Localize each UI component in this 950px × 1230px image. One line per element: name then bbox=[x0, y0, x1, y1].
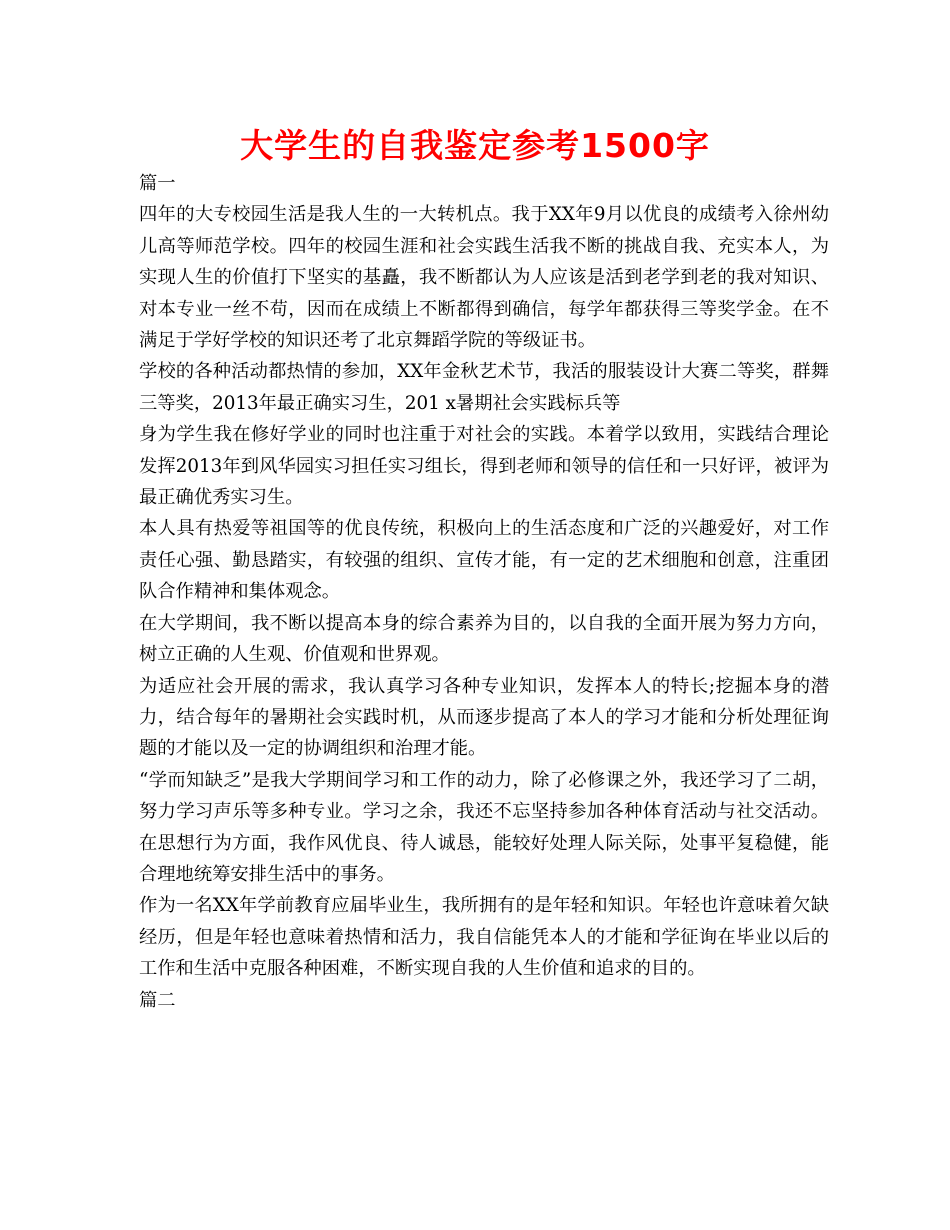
paragraph: 本人具有热爱等祖国等的优良传统，积极向上的生活态度和广泛的兴趣爱好，对工作责任心强、勤恳踏实，有较强的组织、宣传才能，有一定的艺术细胞和创意，注重团队合作精神和集体观念。 bbox=[139, 518, 829, 603]
section-heading-2: 篇二 bbox=[139, 989, 176, 1011]
paragraph: 在大学期间，我不断以提高本身的综合素养为目的，以自我的全面开展为努力方向，树立正确的人生观、价值观和世界观。 bbox=[139, 612, 829, 666]
paragraph: 学校的各种活动都热情的参加，XX年金秋艺术节，我活的服装设计大赛二等奖，群舞三等奖，2013年最正确实习生，201 x暑期社会实践标兵等 bbox=[139, 361, 829, 414]
document-title: 大学生的自我鉴定参考1500字 bbox=[240, 126, 710, 165]
paragraph: 身为学生我在修好学业的同时也注重于对社会的实践。本着学以致用，实践结合理论发挥2013年到风华园实习担任实习组长，得到老师和领导的信任和一只好评，被评为最正确优秀实习生。 bbox=[139, 424, 829, 509]
paragraph: 为适应社会开展的需求，我认真学习各种专业知识，发挥本人的特长;挖掘本身的潜力，结合每年的暑期社会实践时机，从而逐步提高了本人的学习才能和分析处理征询题的才能以及一定的协调组织和治理才能。 bbox=[139, 675, 829, 760]
document-body bbox=[139, 168, 829, 1016]
section-heading-1: 篇一 bbox=[139, 173, 176, 194]
paragraph: 作为一名XX年学前教育应届毕业生，我所拥有的是年轻和知识。年轻也许意味着欠缺经历，但是年轻也意味着热情和活力，我自信能凭本人的才能和学征询在毕业以后的工作和生活中克服各种困难，不断实现自我的人生价值和追求的目的。 bbox=[139, 895, 829, 980]
paragraph: “学而知缺乏”是我大学期间学习和工作的动力，除了必修课之外，我还学习了二胡，努力学习声乐等多种专业。学习之余，我还不忘坚持参加各种体育活动与社交活动。在思想行为方面，我作风优良、待人诚恳，能较好处理人际关际，处事平复稳健，能合理地统筹安排生活中的事务。 bbox=[139, 769, 829, 885]
paragraph: 四年的大专校园生活是我人生的一大转机点。我于XX年9月以优良的成绩考入徐州幼儿高等师范学校。四年的校园生涯和社会实践生活我不断的挑战自我、充实本人，为实现人生的价值打下坚实的基矗，我不断都认为人应该是活到老学到老的我对知识、对本专业一丝不苟，因而在成绩上不断都得到确信，每学年都获得三等奖学金。在不满足于学好学校的知识还考了北京舞蹈学院的等级证书。 bbox=[139, 204, 829, 352]
